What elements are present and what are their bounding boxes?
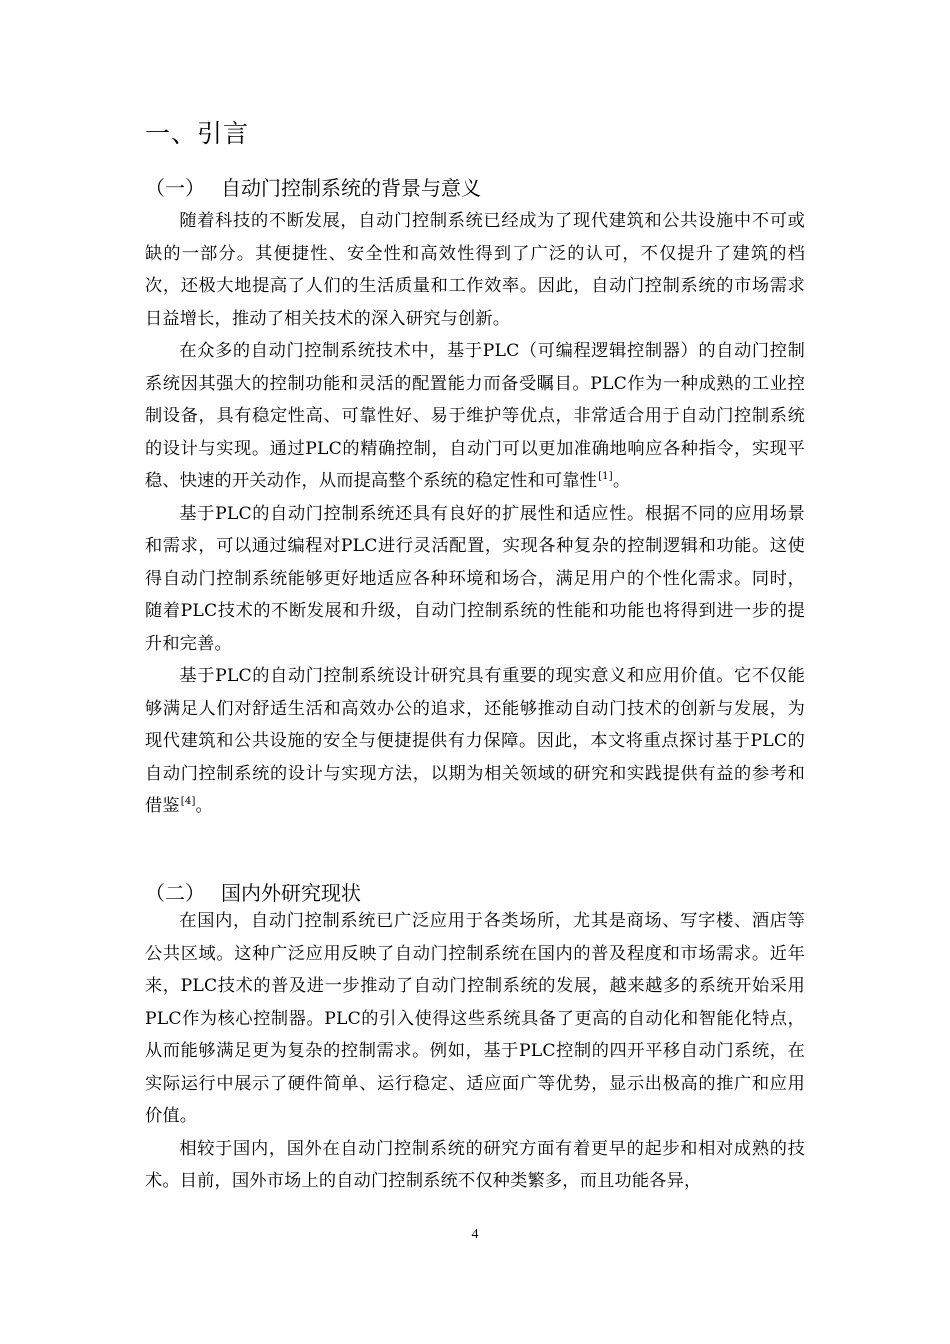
chapter-heading: 一、引言 bbox=[145, 119, 250, 148]
section-title: 自动门控制系统的背景与意义 bbox=[221, 176, 481, 200]
paragraph bbox=[145, 905, 805, 1133]
paragraph-text: 基于PLC的自动门控制系统还具有良好的扩展性和适应性。根据不同的应用场景和需求，可以通过编程对PLC进行灵活配置，实现各种复杂的控制逻辑和功能。这使得自动门控制系统能够更好地适应各种环境和场合，满足用户的个性化需求。同时，随着PLC技术的不断发展和升级，自动门控制系统的性能和功能也将得到进一步的提升和完善。 bbox=[145, 503, 805, 654]
paragraph bbox=[145, 335, 805, 498]
citation-marker: [4] bbox=[180, 796, 196, 808]
paragraph-text: 在众多的自动门控制系统技术中，基于PLC（可编程逻辑控制器）的自动门控制系统因其强大的控制功能和灵活的配置能力而备受瞩目。PLC作为一种成熟的工业控制设备，具有稳定性高、可靠性好、易于维护等优点，非常适合用于自动门控制系统的设计与实现。通过PLC的精确控制，自动门可以更加准确地响应各种指令，实现平稳、快速的开关动作，从而提高整个系统的稳定性和可靠性 bbox=[145, 341, 805, 491]
paragraph-text: 随着科技的不断发展，自动门控制系统已经成为了现代建筑和公共设施中不可或缺的一部分。其便捷性、安全性和高效性得到了广泛的认可，不仅提升了建筑的档次，还极大地提高了人们的生活质量和工作效率。因此，自动门控制系统的市场需求日益增长，推动了相关技术的深入研究与创新。 bbox=[145, 211, 805, 329]
section-number: （二） bbox=[145, 881, 205, 905]
page-number: 4 bbox=[471, 1227, 479, 1242]
paragraph-text: 基于PLC的自动门控制系统设计研究具有重要的现实意义和应用价值。它不仅能够满足人们对舒适生活和高效办公的追求，还能够推动自动门技术的创新与发展，为现代建筑和公共设施的安全与便捷提供有力保障。因此，本文将重点探讨基于PLC的自动门控制系统的设计与实现方法，以期为相关领域的研究和实践提供有益的参考和借鉴 bbox=[145, 666, 805, 816]
section-title: 国内外研究现状 bbox=[221, 881, 361, 905]
section-heading-background bbox=[145, 172, 481, 201]
paragraph-text: 相较于国内，国外在自动门控制系统的研究方面有着更早的起步和相对成熟的技术。目前，国外市场上的自动门控制系统不仅种类繁多，而且功能各异， bbox=[145, 1138, 805, 1191]
paragraph bbox=[145, 498, 805, 661]
section-body-research-status bbox=[145, 905, 805, 1198]
paragraph bbox=[145, 1133, 805, 1198]
paragraph-tail: 。 bbox=[195, 796, 213, 816]
citation-marker: [1] bbox=[598, 471, 613, 483]
section-number: （一） bbox=[145, 176, 205, 200]
section-heading-research-status bbox=[145, 877, 361, 906]
paragraph bbox=[145, 660, 805, 823]
section-body-background bbox=[145, 205, 805, 823]
paragraph-text: 在国内，自动门控制系统已广泛应用于各类场所，尤其是商场、写字楼、酒店等公共区域。这种广泛应用反映了自动门控制系统在国内的普及程度和市场需求。近年来，PLC技术的普及进一步推动了自动门控制系统的发展，越来越多的系统开始采用PLC作为核心控制器。PLC的引入使得这些系统具备了更高的自动化和智能化特点，从而能够满足更为复杂的控制需求。例如，基于PLC控制的四开平移自动门系统，在实际运行中展示了硬件简单、运行稳定、适应面广等优势，显示出极高的推广和应用价值。 bbox=[145, 911, 805, 1126]
paragraph bbox=[145, 205, 805, 335]
paragraph-tail: 。 bbox=[612, 471, 631, 491]
